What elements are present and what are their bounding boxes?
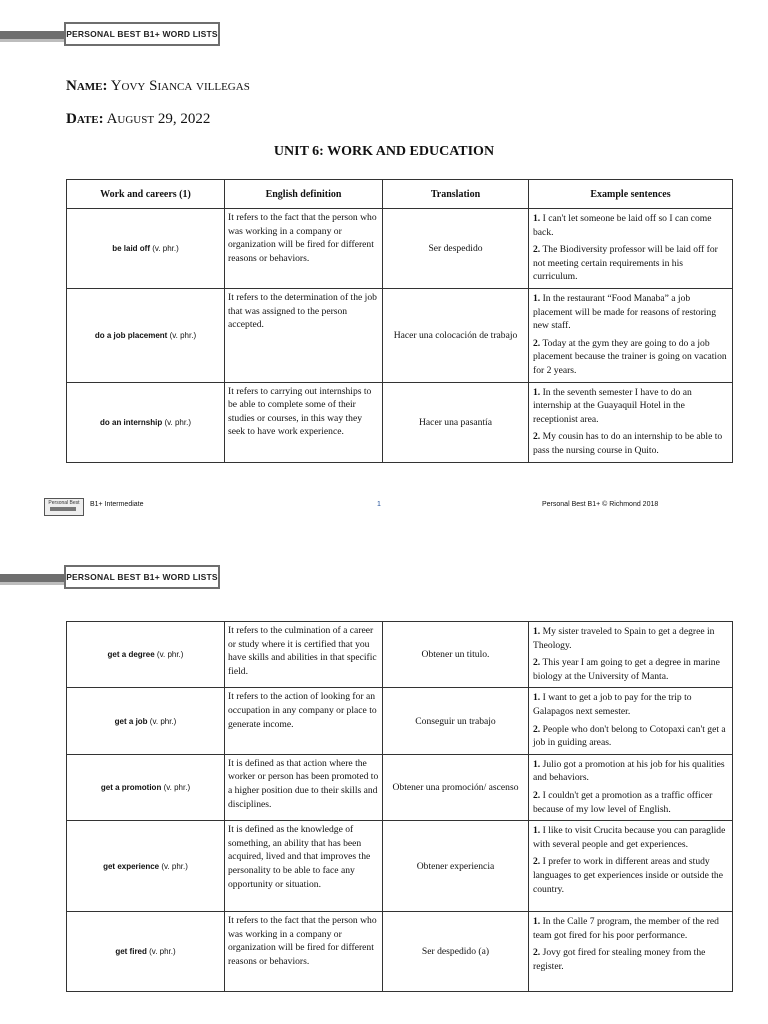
example-1 (533, 824, 728, 851)
example-2 (533, 789, 728, 816)
example-2 (533, 723, 728, 750)
example-text: In the restaurant “Food Manaba” a job placement will be made for reasons of restoring new staff. (533, 293, 717, 332)
term: get fired (115, 947, 147, 957)
example-text: Julio got a promotion at his job for his qualities and behaviors. (533, 758, 725, 784)
example-text: My cousin has to do an internship to be able to pass the nursing course in Quito. (533, 431, 723, 456)
translation-cell: Hacer una colocación de trabajo (383, 289, 529, 383)
example-1 (533, 758, 728, 785)
example-1 (533, 292, 728, 333)
table-row (67, 382, 733, 462)
logo-text: Personal Best (48, 500, 80, 506)
translation-cell: Obtener una promoción/ ascenso (383, 754, 529, 820)
example-number: 1. (533, 386, 541, 398)
example-2 (533, 946, 728, 973)
example-text: The Biodiversity professor will be laid off for not meeting certain requirements in his curriculum. (533, 244, 718, 283)
term: get a degree (107, 650, 155, 660)
examples-cell (529, 209, 733, 289)
example-text: I prefer to work in different areas and study languages to get experiences inside or outside the country. (533, 856, 723, 895)
example-number: 2. (533, 431, 541, 443)
term: be laid off (112, 244, 150, 253)
header-bar-decoration-light (0, 39, 66, 42)
example-1 (533, 691, 728, 718)
term: get experience (103, 861, 160, 871)
unit-title: UNIT 6: WORK AND EDUCATION (273, 144, 495, 159)
page-number: 1 (377, 501, 381, 508)
examples-cell (529, 821, 733, 912)
example-2 (533, 855, 728, 896)
examples-cell (529, 382, 733, 462)
part-of-speech: (v. phr.) (149, 947, 176, 957)
example-2 (533, 337, 728, 378)
date-label: Date: (66, 111, 104, 127)
example-1 (533, 386, 728, 427)
example-text: Jovy got fired for stealing money from the register. (533, 947, 706, 972)
header-bar-decoration (0, 574, 66, 582)
definition-cell: It refers to carrying out internships to be able to complete some of their studies or courses, in this way they seek to have work experience. (225, 382, 383, 462)
term: do an internship (100, 417, 163, 427)
translation-cell: Obtener un titulo. (383, 622, 529, 688)
header-label: PERSONAL BEST B1+ WORD LISTS (64, 22, 220, 46)
table-header-row (67, 180, 733, 209)
part-of-speech: (v. phr.) (161, 861, 188, 871)
term-cell (67, 912, 225, 992)
term-cell (67, 382, 225, 462)
header-bar-decoration-light (0, 582, 66, 585)
example-2 (533, 656, 728, 683)
definition-cell: It is defined as the knowledge of something, an ability that has been acquired, lived and that improves the personality to be able to face any opportunity or situation. (225, 821, 383, 912)
example-number: 1. (533, 692, 541, 704)
example-1 (533, 625, 728, 652)
name-value: Yovy Sianca villegas (110, 78, 250, 94)
definition-cell: It refers to the determination of the job that was assigned to the person accepted. (225, 289, 383, 383)
examples-cell (529, 754, 733, 820)
example-number: 1. (533, 293, 541, 304)
definition-cell: It is defined as that action where the worker or person has been promoted to a higher position due to their skills and disciplines. (225, 754, 383, 820)
example-number: 2. (533, 244, 541, 256)
example-number: 2. (533, 657, 541, 669)
example-text: I couldn't get a promotion as a traffic officer because of my low level of English. (533, 789, 713, 815)
part-of-speech: (v. phr.) (169, 330, 197, 340)
term-cell (67, 289, 225, 383)
example-2 (533, 243, 728, 284)
table-row (67, 754, 733, 820)
name-line (66, 78, 250, 95)
translation-cell: Ser despedido (a) (383, 912, 529, 992)
definition-cell: It refers to the action of looking for an occupation in any company or place to generate income. (225, 688, 383, 754)
example-text: People who don't belong to Cotopaxi can't get a job in guiding areas. (533, 723, 726, 749)
header-work-careers: Work and careers (1) (67, 180, 225, 209)
example-number: 1. (533, 916, 541, 928)
page-header-2 (0, 565, 230, 591)
header-example-sentences: Example sentences (529, 180, 733, 209)
translation-cell: Ser despedido (383, 209, 529, 289)
example-text: This year I am going to get a degree in marine biology at the University of Manta. (533, 657, 720, 682)
term-cell (67, 622, 225, 688)
part-of-speech: (v. phr.) (163, 782, 191, 792)
example-2 (533, 430, 728, 457)
name-label: Name: (66, 78, 108, 94)
examples-cell (529, 688, 733, 754)
part-of-speech: (v. phr.) (156, 650, 184, 660)
logo-decoration (50, 507, 76, 511)
example-1 (533, 915, 728, 942)
term-cell (67, 209, 225, 289)
term-cell (67, 688, 225, 754)
part-of-speech: (v. phr.) (164, 417, 191, 427)
table-row (67, 821, 733, 912)
example-number: 1. (533, 626, 541, 637)
example-1 (533, 212, 728, 239)
table-row (67, 209, 733, 289)
example-text: I can't let someone be laid off so I can come back. (533, 213, 712, 238)
example-text: I want to get a job to pay for the trip to Galapagos next semester. (533, 692, 692, 717)
part-of-speech: (v. phr.) (152, 244, 179, 253)
examples-cell (529, 289, 733, 383)
header-bar-decoration (0, 31, 66, 39)
footer-copyright: Personal Best B1+ © Richmond 2018 (542, 501, 659, 508)
example-number: 2. (533, 789, 541, 801)
example-text: Today at the gym they are going to do a job placement because the trainer is going on vacation for 2 years. (533, 337, 727, 376)
table-row (67, 289, 733, 383)
translation-cell: Conseguir un trabajo (383, 688, 529, 754)
example-number: 2. (533, 337, 541, 349)
translation-cell: Hacer una pasantía (383, 382, 529, 462)
footer-level: B1+ Intermediate (90, 501, 144, 508)
example-text: My sister traveled to Spain to get a degree in Theology. (533, 626, 715, 651)
example-text: I like to visit Crucita because you can paraglide with several people and get experiences. (533, 825, 726, 850)
term: do a job placement (94, 330, 168, 340)
word-table-page1 (66, 179, 733, 463)
example-number: 2. (533, 723, 541, 735)
page-footer (0, 498, 768, 518)
example-number: 1. (533, 213, 541, 224)
term: get a promotion (100, 782, 162, 792)
date-line (66, 111, 210, 128)
page-header (0, 22, 230, 48)
term: get a job (114, 716, 148, 726)
table-row (67, 688, 733, 754)
term-cell (67, 821, 225, 912)
example-number: 1. (533, 825, 541, 837)
translation-cell: Obtener experiencia (383, 821, 529, 912)
word-table-page2 (66, 621, 733, 992)
definition-cell: It refers to the culmination of a career or study where it is certified that you have skills and abilities in that specific field. (225, 622, 383, 688)
example-number: 1. (533, 758, 541, 770)
term-cell (67, 754, 225, 820)
example-text: In the seventh semester I have to do an internship at the Guayaquil Hotel in the receptionist area. (533, 386, 692, 425)
header-label: PERSONAL BEST B1+ WORD LISTS (64, 565, 220, 589)
part-of-speech: (v. phr.) (149, 716, 177, 726)
header-english-definition: English definition (225, 180, 383, 209)
example-number: 2. (533, 947, 541, 959)
definition-cell: It refers to the fact that the person who was working in a company or organization will be fired for different reasons or behaviors. (225, 912, 383, 992)
examples-cell (529, 622, 733, 688)
table-row (67, 622, 733, 688)
examples-cell (529, 912, 733, 992)
definition-cell: It refers to the fact that the person who was working in a company or organization will be fired for different reasons or behaviors. (225, 209, 383, 289)
example-text: In the Calle 7 program, the member of the red team got fired for his poor performance. (533, 916, 719, 941)
header-translation: Translation (383, 180, 529, 209)
example-number: 2. (533, 856, 541, 868)
table-row (67, 912, 733, 992)
date-value: August 29, 2022 (106, 111, 211, 127)
